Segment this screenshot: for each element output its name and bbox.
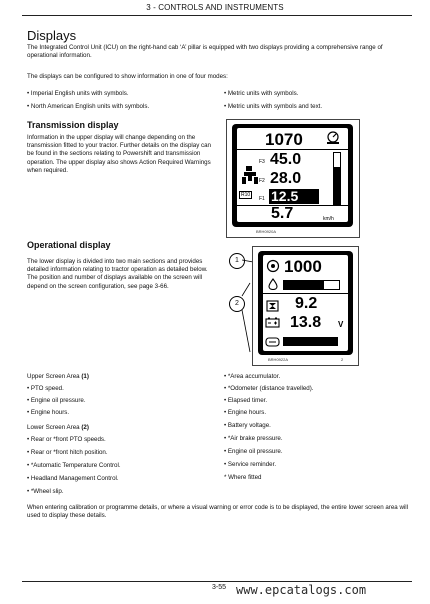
speed-unit: km/h <box>323 216 334 222</box>
operational-text: The lower display is divided into two main sections and provides detailed information relating to tractor operation as detailed below. The position and number of displays available on the screen will depend on the screen configuration, see page 3-66. <box>27 258 208 290</box>
operational-title: Operational display <box>27 240 111 250</box>
mode-item: • Metric units with symbols and text. <box>224 103 323 110</box>
panel-divider <box>263 293 348 294</box>
upper-area-item: • Engine hours. <box>27 409 70 416</box>
mode-item: • Imperial English units with symbols. <box>27 90 129 97</box>
engine-speed-icon <box>325 131 341 145</box>
fitted-note: * Where fitted <box>224 474 262 481</box>
transmission-screen <box>232 124 353 227</box>
oil-pressure-fill <box>284 281 324 289</box>
pto-speed-value: 1000 <box>284 257 322 276</box>
page-number: 3-55 <box>212 584 227 591</box>
lower-bar-gauge <box>283 337 338 346</box>
transmission-display-figure <box>226 119 360 238</box>
intro-paragraph: The Integrated Control Unit (ICU) on the right-hand cab ‘A’ pillar is equipped with two displays providing a comprehensive range of operational information. <box>27 44 383 60</box>
lower-area-item: • Engine oil pressure. <box>224 448 283 455</box>
engine-rpm-value: 1070 <box>265 130 303 149</box>
figure-caption: BRH0922A <box>268 357 289 362</box>
site-watermark: www.epcatalogs.com <box>236 583 367 597</box>
transmission-panel <box>237 128 348 222</box>
upper-area-item: • Engine oil pressure. <box>27 397 86 404</box>
modes-intro: The displays can be configured to show information in one of four modes: <box>27 73 228 80</box>
header-rule <box>22 15 412 16</box>
lower-area-item: • *Odometer (distance travelled). <box>224 385 314 392</box>
tractor-icon <box>242 166 258 184</box>
battery-icon <box>265 317 280 328</box>
closing-paragraph: When entering calibration or programme details, or where a visual warning or error code is to be displayed, the entire lower screen area will used to display these details. <box>27 504 409 520</box>
section-title: Displays <box>27 28 77 43</box>
pto-icon <box>266 259 280 273</box>
callout-2: 2 <box>229 296 245 312</box>
upper-area-title: Upper Screen Area (1) <box>27 373 89 380</box>
operational-panel <box>263 255 348 351</box>
ground-speed-value: 5.7 <box>271 205 294 222</box>
gear-label-f2: F2 <box>259 178 265 184</box>
figure-caption: BRH0920A <box>256 229 277 234</box>
operational-screen <box>258 251 353 355</box>
upper-area-item: • PTO speed. <box>27 385 64 392</box>
operational-display-figure <box>252 246 359 366</box>
speed-bar-gauge <box>333 152 341 206</box>
transmission-title: Transmission display <box>27 120 119 130</box>
mode-item: • Metric units with symbols. <box>224 90 299 97</box>
page-header: 3 - CONTROLS AND INSTRUMENTS <box>146 3 284 12</box>
oil-pressure-bar <box>283 280 340 290</box>
selected-gear-highlight <box>269 189 319 204</box>
lower-area-item: • Engine hours. <box>224 409 267 416</box>
headland-icon <box>265 337 280 347</box>
oil-pressure-icon <box>266 278 280 290</box>
battery-voltage-value: 13.8 <box>290 314 322 331</box>
lower-area-item: • Elapsed timer. <box>224 397 268 404</box>
callout-1: 1 <box>229 253 245 269</box>
footer-rule <box>22 581 412 582</box>
lower-area-item: • *Area accumulator. <box>224 373 281 380</box>
panel-divider <box>237 149 348 150</box>
gear-range-box: R10 <box>241 192 251 198</box>
lower-area-item: • *Wheel slip. <box>27 488 64 495</box>
lower-area-item: • Rear or *front hitch position. <box>27 449 108 456</box>
lower-area-item: • Headland Management Control. <box>27 475 119 482</box>
gear-label-f3: F3 <box>259 159 265 165</box>
speed-bar-fill <box>334 167 340 205</box>
lower-area-item: • Rear or *front PTO speeds. <box>27 436 106 443</box>
gear-label-f1: F1 <box>259 196 265 202</box>
lower-area-item: • *Air brake pressure. <box>224 435 283 442</box>
speed-f1-value: 12.5 <box>271 188 299 204</box>
figure-number: 2 <box>341 357 344 362</box>
mode-item: • North American English units with symbols. <box>27 103 150 110</box>
lower-area-item: • Service reminder. <box>224 461 277 468</box>
lower-area-title: Lower Screen Area (2) <box>27 424 89 431</box>
lower-area-item: • Battery voltage. <box>224 422 271 429</box>
voltage-unit: V <box>338 320 344 329</box>
elapsed-timer-value: 9.2 <box>295 295 318 312</box>
lower-area-item: • *Automatic Temperature Control. <box>27 462 121 469</box>
hourglass-icon <box>266 300 279 312</box>
speed-f2-value: 28.0 <box>270 170 302 187</box>
speed-f3-value: 45.0 <box>270 151 302 168</box>
transmission-text: Information in the upper display will change depending on the transmission fitted to your tractor. Further details on the display can be found in the sections relating to Powershift and transmission operation. The upper display also shows Action Required Warnings when required. <box>27 134 211 174</box>
